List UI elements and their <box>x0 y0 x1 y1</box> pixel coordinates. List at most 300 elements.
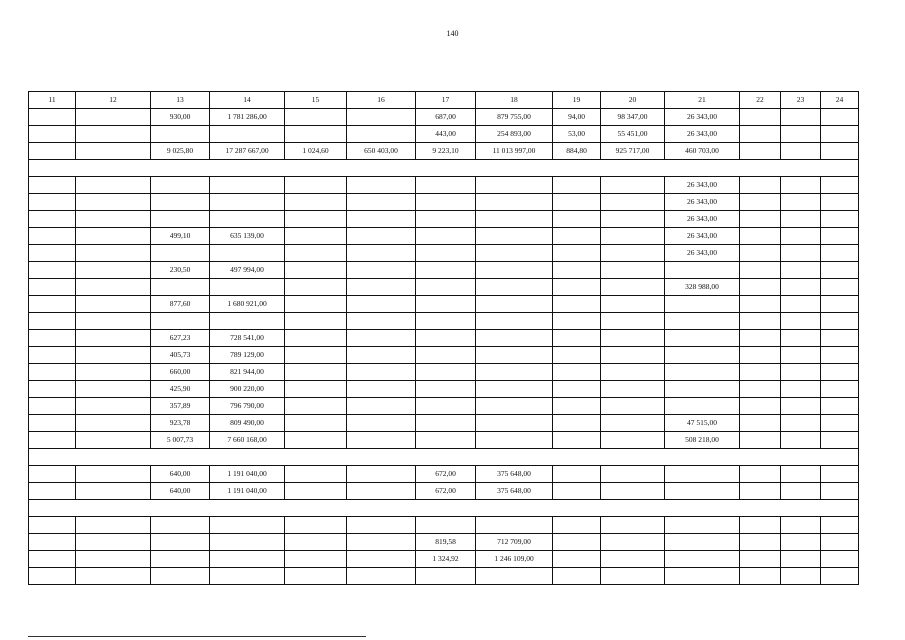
table-cell <box>476 330 553 347</box>
table-cell <box>821 415 859 432</box>
table-cell: 230,50 <box>151 262 210 279</box>
table-row <box>29 432 859 449</box>
table-row <box>29 177 859 194</box>
table-cell <box>476 568 553 585</box>
table-cell: 796 790,00 <box>210 398 285 415</box>
table-cell <box>76 228 151 245</box>
table-cell <box>553 466 601 483</box>
table-cell <box>665 551 740 568</box>
table-row <box>29 143 859 160</box>
table-cell <box>821 262 859 279</box>
table-cell <box>347 177 416 194</box>
table-cell <box>553 568 601 585</box>
table-cell <box>285 228 347 245</box>
table-cell <box>416 228 476 245</box>
table-cell <box>476 432 553 449</box>
table-cell <box>29 313 76 330</box>
table-cell <box>821 194 859 211</box>
table-cell <box>347 262 416 279</box>
table-row <box>29 551 859 568</box>
table-cell <box>347 568 416 585</box>
table-cell <box>285 109 347 126</box>
table-cell: 672,00 <box>416 483 476 500</box>
table-cell <box>347 415 416 432</box>
table-cell <box>76 568 151 585</box>
table-cell: 687,00 <box>416 109 476 126</box>
table-cell <box>821 279 859 296</box>
table-cell <box>821 211 859 228</box>
table-row <box>29 211 859 228</box>
table-cell <box>821 109 859 126</box>
table-cell <box>416 347 476 364</box>
table-cell <box>781 177 821 194</box>
table-cell <box>416 398 476 415</box>
table-cell <box>740 177 781 194</box>
table-cell <box>601 517 665 534</box>
table-row <box>29 568 859 585</box>
table-cell <box>781 381 821 398</box>
table-cell <box>347 398 416 415</box>
table-cell <box>781 364 821 381</box>
table-cell <box>285 466 347 483</box>
table-cell <box>29 296 76 313</box>
table-cell <box>601 313 665 330</box>
table-cell: 254 893,00 <box>476 126 553 143</box>
table-cell <box>601 483 665 500</box>
table-cell <box>740 466 781 483</box>
table-cell <box>347 194 416 211</box>
table-cell <box>553 347 601 364</box>
table-cell <box>740 279 781 296</box>
table-cell <box>76 245 151 262</box>
table-cell <box>740 347 781 364</box>
table-cell <box>416 211 476 228</box>
table-cell <box>285 330 347 347</box>
table-cell <box>285 415 347 432</box>
table-cell <box>416 177 476 194</box>
table-cell: 789 129,00 <box>210 347 285 364</box>
table-cell <box>210 534 285 551</box>
table-cell <box>416 415 476 432</box>
table-cell <box>29 262 76 279</box>
table-cell <box>740 551 781 568</box>
table-row <box>29 296 859 313</box>
table-cell <box>601 279 665 296</box>
table-cell <box>285 364 347 381</box>
table-cell <box>347 228 416 245</box>
table-cell: 877,60 <box>151 296 210 313</box>
section-separator-row <box>29 500 859 517</box>
table-cell <box>210 313 285 330</box>
table-cell <box>821 177 859 194</box>
table-cell <box>821 245 859 262</box>
table-cell: 425,90 <box>151 381 210 398</box>
table-cell: 900 220,00 <box>210 381 285 398</box>
column-header: 16 <box>347 92 416 109</box>
table-cell: 499,10 <box>151 228 210 245</box>
table-cell <box>781 551 821 568</box>
footnote-rule <box>28 636 366 637</box>
table-cell <box>29 109 76 126</box>
table-cell <box>821 432 859 449</box>
table-cell <box>476 364 553 381</box>
table-cell: 728 541,00 <box>210 330 285 347</box>
table-cell: 17 287 667,00 <box>210 143 285 160</box>
table-cell <box>151 551 210 568</box>
table-cell <box>210 568 285 585</box>
table-cell <box>76 126 151 143</box>
table-cell <box>347 483 416 500</box>
table-cell <box>601 228 665 245</box>
table-cell <box>781 228 821 245</box>
table-cell <box>740 568 781 585</box>
table-row <box>29 313 859 330</box>
table-cell <box>553 517 601 534</box>
table-cell: 660,00 <box>151 364 210 381</box>
table-row <box>29 228 859 245</box>
table-cell: 98 347,00 <box>601 109 665 126</box>
table-cell <box>76 143 151 160</box>
table-cell <box>821 398 859 415</box>
table-cell <box>821 517 859 534</box>
table-cell <box>476 211 553 228</box>
table-cell <box>601 534 665 551</box>
table-cell <box>29 398 76 415</box>
separator-cell <box>29 160 859 177</box>
table-cell <box>821 347 859 364</box>
table-cell <box>821 364 859 381</box>
table-cell <box>821 534 859 551</box>
table-cell <box>740 381 781 398</box>
table-cell <box>29 466 76 483</box>
table-cell <box>553 296 601 313</box>
table-cell: 443,00 <box>416 126 476 143</box>
table-cell <box>29 347 76 364</box>
table-cell <box>285 432 347 449</box>
table-cell <box>29 381 76 398</box>
table-cell <box>347 364 416 381</box>
table-cell <box>740 517 781 534</box>
column-header: 13 <box>151 92 210 109</box>
table-row <box>29 245 859 262</box>
table-cell <box>210 126 285 143</box>
table-cell <box>821 483 859 500</box>
table-cell <box>781 313 821 330</box>
table-cell <box>740 126 781 143</box>
table-cell <box>740 228 781 245</box>
table-cell <box>210 194 285 211</box>
table-cell <box>347 126 416 143</box>
table-cell <box>285 279 347 296</box>
table-cell <box>781 517 821 534</box>
table-cell <box>29 126 76 143</box>
table-cell <box>781 483 821 500</box>
table-row <box>29 126 859 143</box>
table-cell <box>665 364 740 381</box>
table-cell <box>553 551 601 568</box>
table-cell <box>553 177 601 194</box>
table-cell <box>285 296 347 313</box>
table-cell <box>76 466 151 483</box>
table-cell <box>601 177 665 194</box>
table-row <box>29 364 859 381</box>
table-cell <box>781 534 821 551</box>
table-row <box>29 347 859 364</box>
table-cell: 375 648,00 <box>476 466 553 483</box>
table-cell <box>285 347 347 364</box>
table-cell: 821 944,00 <box>210 364 285 381</box>
table-cell <box>151 211 210 228</box>
table-cell: 1 680 921,00 <box>210 296 285 313</box>
table-cell <box>665 568 740 585</box>
table-cell <box>76 211 151 228</box>
table-cell <box>285 551 347 568</box>
table-row <box>29 194 859 211</box>
table-cell <box>29 568 76 585</box>
table-cell <box>553 432 601 449</box>
table-cell <box>781 245 821 262</box>
table-cell: 26 343,00 <box>665 194 740 211</box>
table-cell: 460 703,00 <box>665 143 740 160</box>
table-cell <box>285 483 347 500</box>
table-cell <box>76 551 151 568</box>
table-cell <box>601 432 665 449</box>
table-cell <box>740 211 781 228</box>
column-header: 21 <box>665 92 740 109</box>
table-cell: 1 024,60 <box>285 143 347 160</box>
table-cell <box>476 398 553 415</box>
table-cell <box>781 211 821 228</box>
table-cell: 1 191 040,00 <box>210 466 285 483</box>
table-cell <box>476 347 553 364</box>
table-cell: 650 403,00 <box>347 143 416 160</box>
table-cell <box>476 313 553 330</box>
table-cell <box>740 330 781 347</box>
table-row <box>29 398 859 415</box>
table-cell <box>601 330 665 347</box>
table-cell: 712 709,00 <box>476 534 553 551</box>
table-header-row <box>29 92 859 109</box>
table-cell <box>151 194 210 211</box>
table-cell <box>416 313 476 330</box>
table-row <box>29 262 859 279</box>
separator-cell <box>29 500 859 517</box>
table-cell <box>601 364 665 381</box>
table-cell: 879 755,00 <box>476 109 553 126</box>
table-cell <box>347 466 416 483</box>
table-cell: 11 013 997,00 <box>476 143 553 160</box>
table-cell <box>476 296 553 313</box>
table-cell <box>29 330 76 347</box>
table-cell <box>821 330 859 347</box>
table-row <box>29 381 859 398</box>
table-cell <box>476 245 553 262</box>
table-cell <box>347 330 416 347</box>
table-cell <box>151 534 210 551</box>
table-cell: 55 451,00 <box>601 126 665 143</box>
column-header: 12 <box>76 92 151 109</box>
table-cell <box>781 109 821 126</box>
table-cell <box>347 534 416 551</box>
table-cell <box>416 364 476 381</box>
table-cell <box>665 330 740 347</box>
table-cell: 405,73 <box>151 347 210 364</box>
table-cell <box>285 313 347 330</box>
table-cell <box>347 313 416 330</box>
table-cell <box>740 296 781 313</box>
table-cell <box>151 568 210 585</box>
table-cell: 884,80 <box>553 143 601 160</box>
table-cell <box>347 551 416 568</box>
table-cell <box>821 381 859 398</box>
table-cell <box>781 279 821 296</box>
column-header: 15 <box>285 92 347 109</box>
page-number: 140 <box>446 29 459 38</box>
column-header: 19 <box>553 92 601 109</box>
table-cell <box>76 262 151 279</box>
table-row <box>29 483 859 500</box>
table-cell <box>740 194 781 211</box>
table-cell <box>416 517 476 534</box>
table-cell <box>553 381 601 398</box>
table-cell <box>821 551 859 568</box>
table-cell: 627,23 <box>151 330 210 347</box>
table-cell: 94,00 <box>553 109 601 126</box>
table-cell: 375 648,00 <box>476 483 553 500</box>
table-cell <box>76 177 151 194</box>
table-cell <box>416 262 476 279</box>
data-table <box>28 91 859 585</box>
table-cell: 26 343,00 <box>665 109 740 126</box>
table-cell <box>740 143 781 160</box>
table-cell <box>347 347 416 364</box>
table-cell: 5 007,73 <box>151 432 210 449</box>
table-cell <box>601 551 665 568</box>
table-cell <box>416 568 476 585</box>
table-cell <box>781 398 821 415</box>
table-cell: 26 343,00 <box>665 245 740 262</box>
table-row <box>29 415 859 432</box>
table-cell <box>740 313 781 330</box>
table-cell: 26 343,00 <box>665 228 740 245</box>
table-cell <box>76 364 151 381</box>
table-cell <box>821 126 859 143</box>
table-cell <box>476 262 553 279</box>
table-cell <box>781 296 821 313</box>
table-cell <box>210 517 285 534</box>
table-cell <box>151 177 210 194</box>
table-cell <box>76 398 151 415</box>
table-cell <box>821 143 859 160</box>
table-row <box>29 466 859 483</box>
table-cell <box>665 483 740 500</box>
table-cell <box>151 279 210 296</box>
table-cell: 26 343,00 <box>665 211 740 228</box>
table-cell <box>29 432 76 449</box>
table-cell <box>29 194 76 211</box>
table-cell: 1 191 040,00 <box>210 483 285 500</box>
table-cell <box>347 211 416 228</box>
table-cell <box>76 415 151 432</box>
table-cell <box>476 228 553 245</box>
table-cell <box>601 381 665 398</box>
table-cell <box>476 517 553 534</box>
table-cell <box>285 381 347 398</box>
table-cell <box>553 398 601 415</box>
table-row <box>29 517 859 534</box>
table-cell: 47 515,00 <box>665 415 740 432</box>
table-cell <box>553 211 601 228</box>
table-cell <box>601 398 665 415</box>
table-cell <box>416 194 476 211</box>
table-cell <box>416 279 476 296</box>
table-cell <box>821 296 859 313</box>
table-cell <box>29 279 76 296</box>
table-cell: 923,78 <box>151 415 210 432</box>
table-cell: 26 343,00 <box>665 177 740 194</box>
table-cell <box>740 432 781 449</box>
table-cell <box>347 296 416 313</box>
table-cell <box>29 534 76 551</box>
table-cell <box>285 177 347 194</box>
column-header: 23 <box>781 92 821 109</box>
table-cell <box>601 194 665 211</box>
table-cell <box>665 466 740 483</box>
table-cell <box>740 415 781 432</box>
separator-cell <box>29 449 859 466</box>
table-cell: 9 223,10 <box>416 143 476 160</box>
table-cell: 819,58 <box>416 534 476 551</box>
table-cell <box>151 313 210 330</box>
table-cell <box>285 398 347 415</box>
table-cell <box>601 568 665 585</box>
table-cell <box>601 296 665 313</box>
column-header: 18 <box>476 92 553 109</box>
table-cell <box>76 347 151 364</box>
table-cell <box>781 568 821 585</box>
table-cell <box>601 262 665 279</box>
table-cell <box>285 534 347 551</box>
table-row <box>29 109 859 126</box>
table-cell: 1 324,92 <box>416 551 476 568</box>
table-cell <box>553 313 601 330</box>
table-body <box>29 92 859 585</box>
table-cell <box>29 415 76 432</box>
table-cell <box>553 262 601 279</box>
table-cell <box>285 194 347 211</box>
table-cell <box>821 228 859 245</box>
table-cell <box>601 466 665 483</box>
table-cell <box>476 177 553 194</box>
table-cell <box>781 194 821 211</box>
table-cell <box>781 432 821 449</box>
table-cell <box>347 381 416 398</box>
table-cell <box>553 534 601 551</box>
table-cell <box>781 347 821 364</box>
table-cell <box>781 330 821 347</box>
section-separator-row <box>29 160 859 177</box>
table-cell: 328 988,00 <box>665 279 740 296</box>
table-cell: 925 717,00 <box>601 143 665 160</box>
table-cell <box>151 126 210 143</box>
table-cell <box>76 330 151 347</box>
table-cell: 640,00 <box>151 466 210 483</box>
table-cell <box>29 483 76 500</box>
table-cell <box>210 211 285 228</box>
table-cell <box>347 432 416 449</box>
table-cell <box>151 517 210 534</box>
table-cell <box>740 262 781 279</box>
